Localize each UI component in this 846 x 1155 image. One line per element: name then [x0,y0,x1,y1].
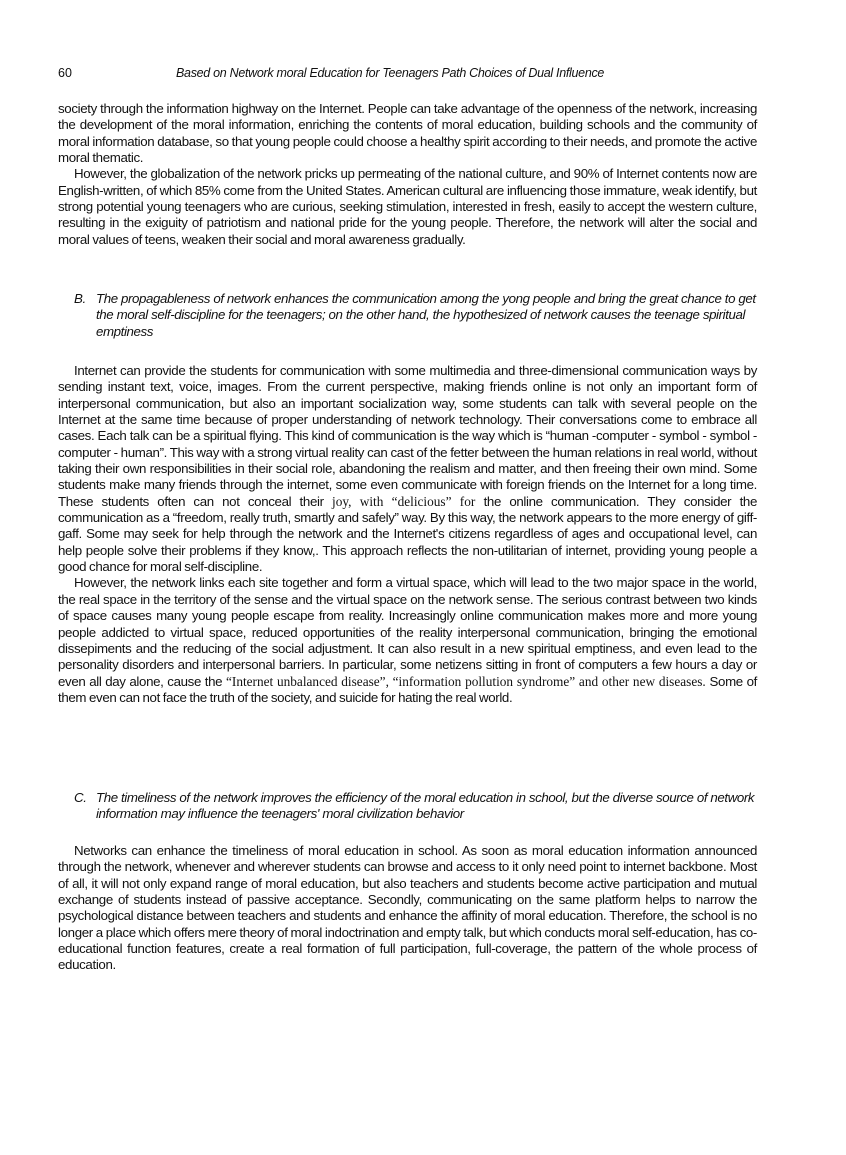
text-run: Some of them even can not face the truth of the society, and suicide for hating the real world. [58,673,757,705]
page-number: 60 [58,66,72,80]
section-b-text [58,363,757,706]
paragraph: society through the information highway on the Internet. People can take advantage of the openness of the network, increasing the development of the moral information, enriching the contents of moral education, building schools and the community of moral information database, so that young people could choose a healthy spirit according to their needs, and promote the active moral thematic. [58,101,757,166]
text-run: However, the network links each site together and form a virtual space, which will lead to the two major space in the world, the real space in the territory of the sense and the virtual space on the network sense. The serious contrast between two kinds of space causes many young people escape from reality. Increasingly online communication makes more and more young people addicted to virtual space, reduced opportunities of the reality interpersonal communication, bringing the emotional dissepiments and the reducing of the social adjustment. It can also result in a new spiritual emptiness, and even lead to the personality disorders and interpersonal barriers. In particular, some netizens sitting in front of computers a few hours a day or even all day alone, cause the [58,575,757,689]
section-a-text [58,101,757,248]
text-run: “Internet unbalanced disease”, “information pollution syndrome” and other new diseases. [225,673,706,689]
section-c-heading [74,790,764,823]
running-title: Based on Network moral Education for Teenagers Path Choices of Dual Influence [176,66,605,80]
paragraph: Networks can enhance the timeliness of moral education in school. As soon as moral education information announced through the network, whenever and wherever students can browse and access to it only need point to internet backbone. Most of all, it will not only expand range of moral education, but also teachers and students become active participation and mutual exchange of students instead of passive acceptance. Secondly, communicating on the same platform helps to narrow the psychological distance between teachers and students and enhance the affinity of moral education. Therefore, the school is no longer a place which offers mere theory of moral indoctrination and empty talk, but which conducts moral self-education, has co-educational function features, create a real formation of full participation, full-coverage, the pattern of the whole process of education. [58,843,757,973]
section-label: C. [74,790,87,805]
section-c-text [58,843,757,974]
paragraph [58,575,757,706]
text-run: joy, with “delicious” for [332,493,476,509]
text-run: the online communication. They consider the communication as a “freedom, really truth, smartly and safely” way. By this way, the network appears to the more energy of giff-gaff. Some may seek for help through the network and the Internet's citizens regardless of ages and occupational level, can help people solve their problems if they know,. This approach reflects the non-utilitarian of internet, providing young people a good chance for moral self-discipline. [58,493,757,575]
paragraph: However, the globalization of the network pricks up permeating of the national culture, and 90% of Internet contents now are English-written, of which 85% come from the United States. American cultural are influencing those immature, weak identify, but strong potential young teenagers who are curious, seeking stimulation, interested in fresh, easily to accept the western culture, resulting in the exiguity of patriotism and national pride for the young people. Therefore, the network will alter the social and moral values of teens, weaken their social and moral awareness gradually. [58,166,757,247]
text-run: Internet can provide the students for communication with some multimedia and three-dimensional communication ways by sending instant text, voice, images. From the current perspective, making friends online is not only an important form of interpersonal communication, but also an important socialization way, some students can talk with several people on the Internet at the same time because of proper understanding of network technology. Their conversations come to embrace all cases. Each talk can be a spiritual flying. This kind of communication is the way which is “human -computer - symbol - symbol - computer - human”. This way with a strong virtual reality can cast of the fetter between the human relations in real world, without taking their own responsibilities in their social role, abandoning the realism and matter, and then freeing their own mind. Some students make many friends through the internet, some even communicate with foreign friends on the Internet for a long time. These students often can not conceal their [58,363,757,509]
paragraph [58,363,757,575]
section-b-heading [74,291,764,340]
section-label: B. [74,291,86,306]
section-title: The propagableness of network enhances the communication among the yong people and bring the great chance to get the moral self-discipline for the teenagers; on the other hand, the hypothesized of network causes the teenage spiritual emptiness [96,291,756,339]
section-title: The timeliness of the network improves the efficiency of the moral education in school, but the diverse source of network information may influence the teenagers' moral civilization behavior [96,790,755,822]
